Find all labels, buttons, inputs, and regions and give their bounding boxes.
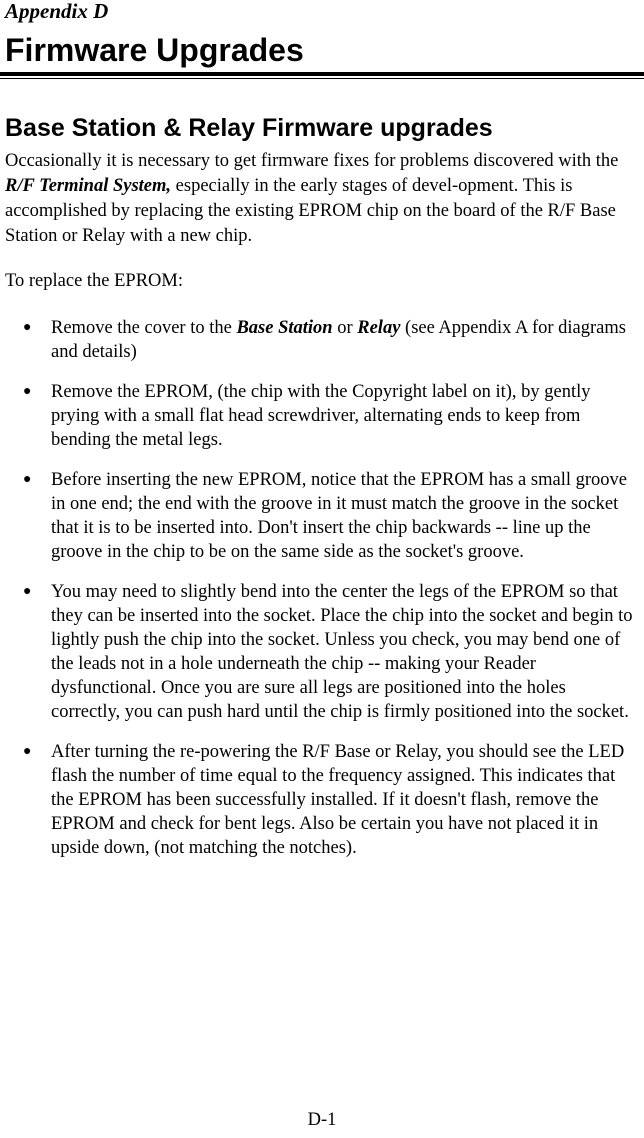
bullet-icon: ●: [23, 384, 32, 399]
procedure-steps: [0, 316, 644, 876]
step-text: Remove the EPROM, (the chip with the Copyright label on it), by gently prying with a small flat head screwdriver, alternating ends to keep from bending the metal legs.: [51, 382, 591, 450]
intro-text-2: especially in the early stages of devel-opment. This is accomplished by replacing the existing EPROM chip on the board of the R/F Base Station or Relay with a new chip.: [5, 176, 616, 246]
section-title: Base Station & Relay Firmware upgrades: [5, 114, 493, 142]
bullet-icon: ●: [23, 320, 32, 335]
step-text: (see Appendix A for diagrams and details): [51, 318, 626, 362]
appendix-label: Appendix D: [5, 0, 109, 23]
bullet-icon: ●: [23, 744, 32, 759]
list-item: [0, 740, 644, 860]
step-text: or: [332, 318, 358, 338]
title-rule-thick: [0, 72, 644, 76]
page-title: Firmware Upgrades: [5, 32, 304, 68]
bullet-icon: ●: [23, 584, 32, 599]
list-item: [0, 468, 644, 564]
procedure-lead: To replace the EPROM:: [5, 271, 184, 291]
step-text: Before inserting the new EPROM, notice that the EPROM has a small groove in one end; the end with the groove in it must match the groove in the socket that it is to be inserted into. Don't insert the chip backwards -- line up the groove in the chip to be on the same side as the socket's groove.: [51, 470, 627, 562]
step-text: You may need to slightly bend into the center the legs of the EPROM so that they can be inserted into the socket. Place the chip into the socket and begin to lightly push the chip into the socket. Unless you check, you may bend one of the leads not in a hole underneath the chip -- making your Reader dysfunctional. Once you are sure all legs are positioned into the holes correctly, you can push hard until the chip is firmly positioned into the socket.: [51, 582, 633, 722]
intro-paragraph: [5, 149, 630, 249]
step-emphasis: Relay: [357, 318, 401, 338]
step-text: Remove the cover to the: [51, 318, 237, 338]
list-item: [0, 380, 644, 452]
page-number: D-1: [307, 1110, 337, 1130]
list-item: [0, 316, 644, 364]
intro-text-1: Occasionally it is necessary to get firmware fixes for problems discovered with the: [5, 151, 619, 171]
intro-emphasis: R/F Terminal System,: [5, 176, 172, 196]
title-rule-thin: [0, 78, 644, 79]
step-emphasis: Base Station: [236, 318, 333, 338]
step-text: After turning the re-powering the R/F Base or Relay, you should see the LED flash the number of time equal to the frequency assigned. This indicates that the EPROM has been successfully installed. If it doesn't flash, remove the EPROM and check for bent legs. Also be certain you have not placed it in upside down, (not matching the notches).: [51, 742, 625, 858]
list-item: [0, 580, 644, 724]
bullet-icon: ●: [23, 472, 32, 487]
